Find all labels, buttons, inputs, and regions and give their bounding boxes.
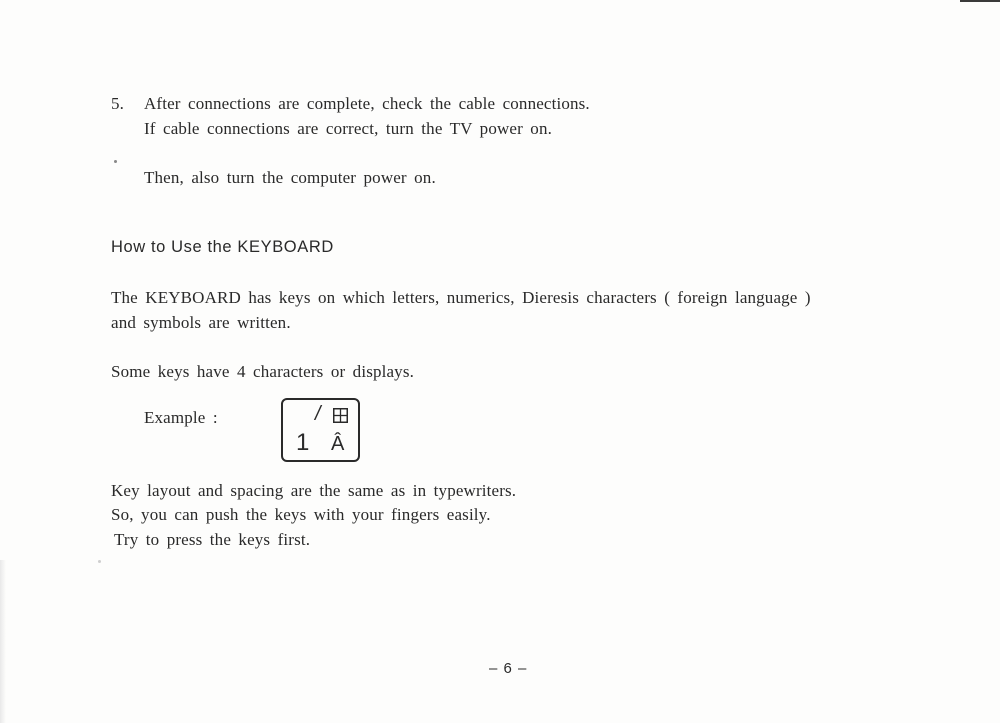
key-bottom-left-char: 1 (296, 429, 310, 456)
paragraph-3-line-2: So, you can push the keys with your fingers easily. (111, 505, 491, 524)
paragraph-3-line-3: Try to press the keys first. (114, 530, 311, 549)
example-label: Example : (144, 408, 218, 427)
page-number: – 6 – (489, 660, 528, 677)
step-line-3: Then, also turn the computer power on. (144, 168, 436, 187)
paragraph-1-line-1: The KEYBOARD has keys on which letters, numerics, Dieresis characters ( foreign language ) (111, 288, 811, 307)
paragraph-1-line-2: and symbols are written. (111, 313, 291, 332)
paragraph-3-line-1: Key layout and spacing are the same as in typewriters. (111, 481, 517, 500)
step-number: 5. (111, 94, 125, 113)
example-key-illustration (281, 398, 360, 462)
grid-box-icon (333, 408, 348, 423)
top-edge-rule (960, 0, 1000, 2)
section-heading: How to Use the KEYBOARD (111, 238, 334, 256)
print-speck (114, 160, 117, 163)
print-speck (98, 560, 101, 563)
paragraph-2: Some keys have 4 characters or displays. (111, 362, 414, 381)
key-top-left-char: / (315, 403, 321, 425)
step-line-2: If cable connections are correct, turn the TV power on. (144, 119, 552, 138)
step-line-1: After connections are complete, check the cable connections. (144, 94, 590, 113)
key-bottom-right-char: Â (331, 433, 345, 455)
page-edge-shadow (0, 560, 6, 723)
